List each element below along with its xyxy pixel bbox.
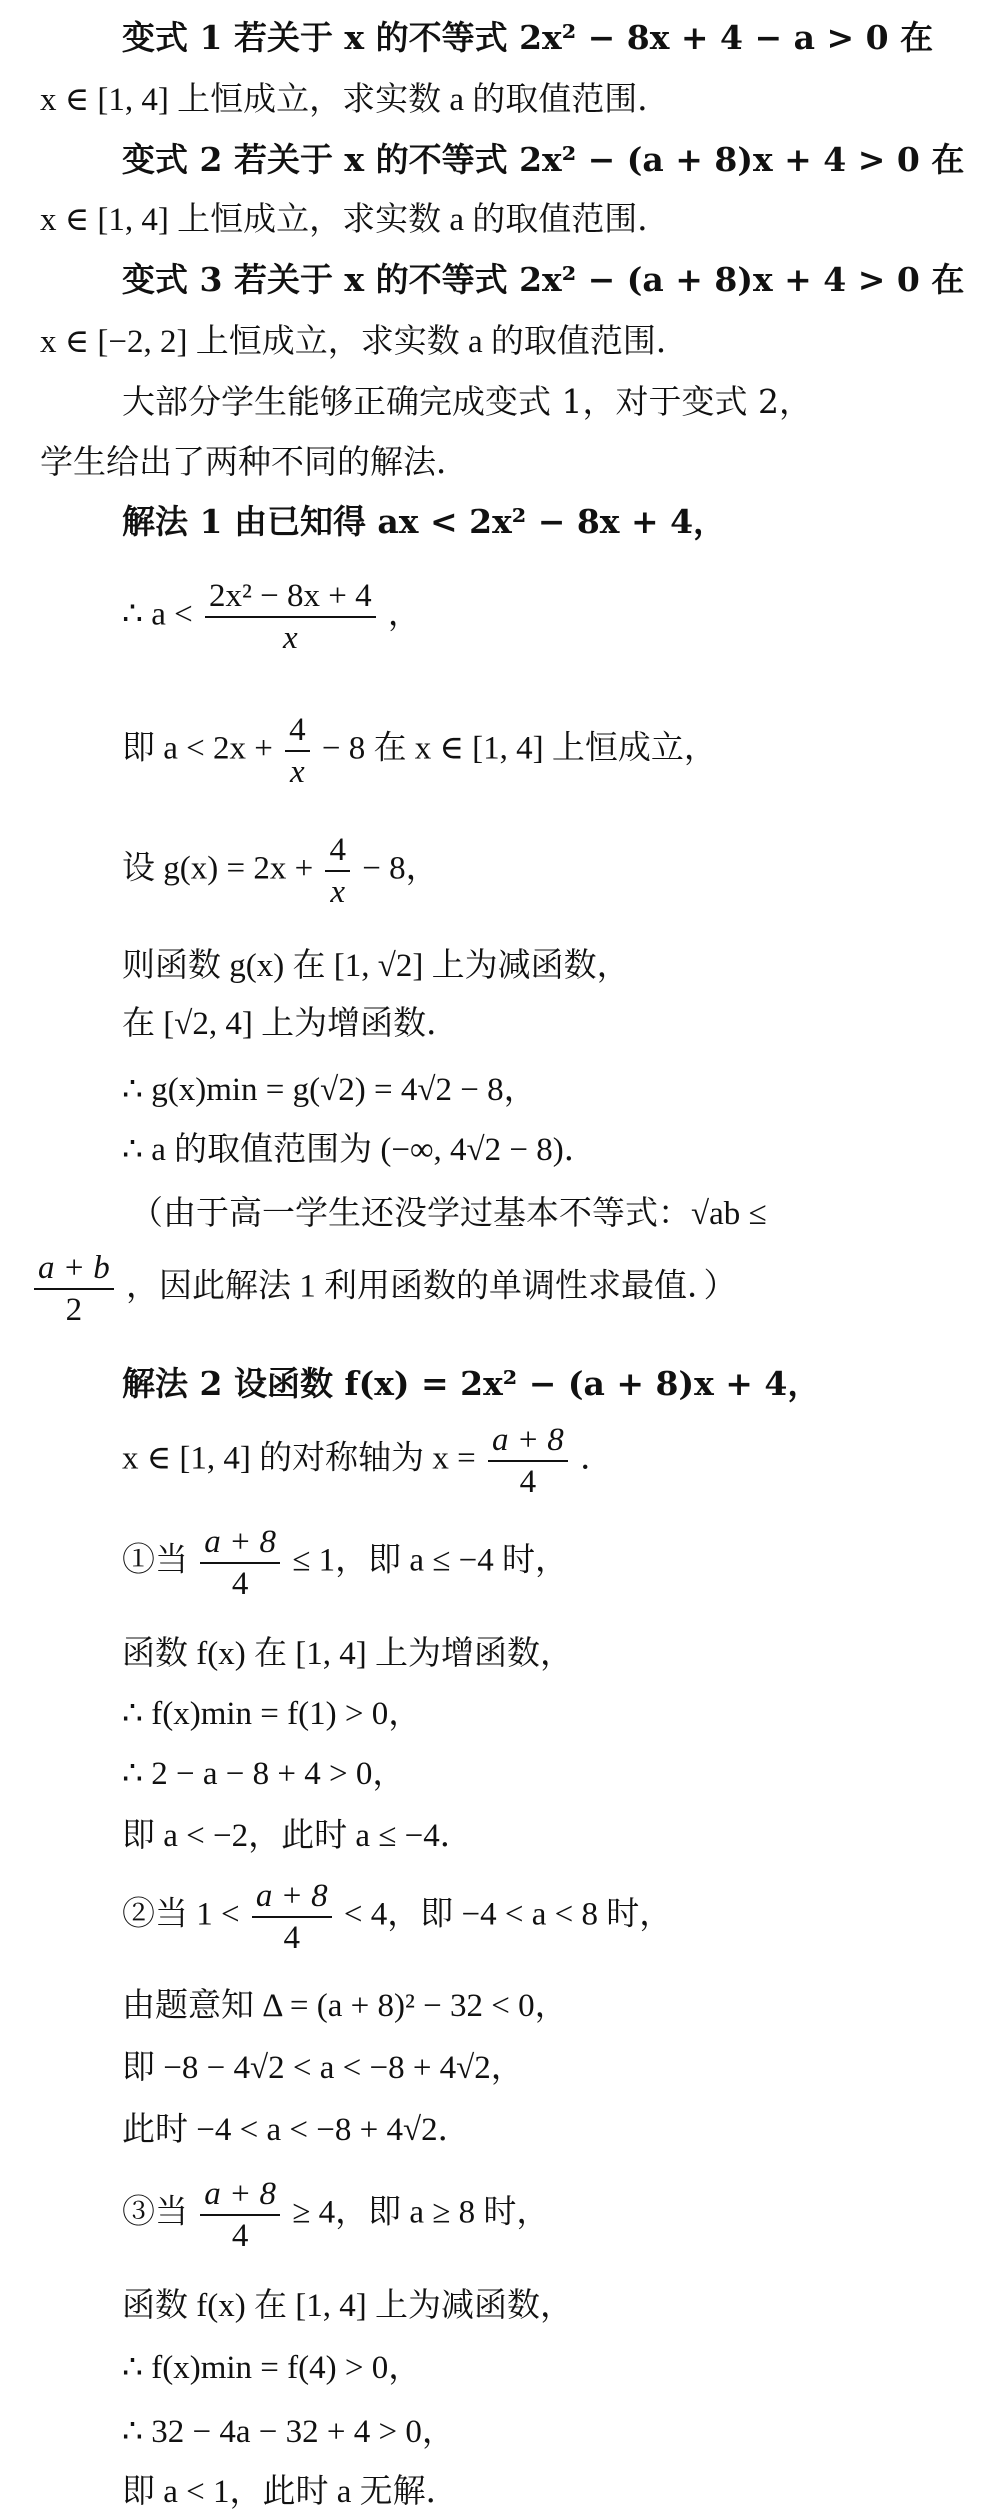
- fraction-4-over-x: [325, 830, 350, 912]
- fraction-denominator: x: [290, 754, 305, 790]
- fraction-a-plus-8-over-4: [200, 1522, 280, 1604]
- method-1-inequality-line: [122, 710, 964, 792]
- fraction-numerator: 2x² − 8x + 4: [205, 576, 376, 618]
- fraction-denominator: 4: [231, 1566, 249, 1602]
- method-1-line: 解法 1 由已知得 ax < 2x² − 8x + 4，: [122, 502, 727, 541]
- g-minimum-line: ∴ g(x)min = g(√2) = 4√2 − 8，: [122, 1072, 537, 1108]
- fraction-4-over-x: [285, 710, 310, 792]
- fraction-numerator: 4: [285, 710, 310, 752]
- g-definition-line: [122, 830, 964, 912]
- variant-1-line-2: x ∈ [1, 4] 上恒成立，求实数 a 的取值范围．: [40, 82, 671, 118]
- case-1-increasing-line: 函数 f(x) 在 [1, 4] 上为增函数，: [122, 1636, 573, 1672]
- axis-suffix: ．: [580, 1440, 614, 1477]
- method-1-range-line: ∴ a 的取值范围为 (−∞, 4√2 − 8)．: [122, 1132, 597, 1168]
- case-3-result-line: 即 a < 1，此时 a 无解．: [122, 2474, 459, 2510]
- case-2-suffix: < 4，即 −4 < a < 8 时，: [343, 1896, 673, 1933]
- note-line-2-text: ，因此解法 1 利用函数的单调性求最值．）: [126, 1268, 737, 1305]
- variant-1-line-1: 变式 1 若关于 x 的不等式 2x² − 8x + 4 − a > 0 在: [122, 18, 934, 57]
- variant-2-line-2: x ∈ [1, 4] 上恒成立，求实数 a 的取值范围．: [40, 202, 671, 238]
- case-3-decreasing-line: 函数 f(x) 在 [1, 4] 上为减函数，: [122, 2288, 573, 2324]
- fraction-numerator: 4: [325, 830, 350, 872]
- case-1-suffix: ≤ 1，即 a ≤ −4 时，: [292, 1542, 569, 1579]
- intro-line-1: 大部分学生能够正确完成变式 1，对于变式 2，: [122, 382, 812, 421]
- case-2-prefix: ②当 1 <: [122, 1896, 240, 1933]
- axis-prefix: x ∈ [1, 4] 的对称轴为 x =: [122, 1440, 476, 1477]
- method-2-line: 解法 2 设函数 f(x) = 2x² − (a + 8)x + 4，: [122, 1364, 821, 1403]
- therefore-a-less: ∴ a <: [122, 596, 193, 633]
- case-3-condition-line: [122, 2174, 964, 2256]
- g-definition-suffix: − 8，: [362, 850, 439, 887]
- axis-of-symmetry-line: [122, 1420, 964, 1502]
- g-decreasing-line: 则函数 g(x) 在 [1, √2] 上为减函数，: [122, 948, 630, 984]
- fraction-a-plus-8-over-4: [200, 2174, 280, 2256]
- case-2-result-line: 此时 −4 < a < −8 + 4√2．: [122, 2112, 471, 2148]
- fraction-denominator: x: [283, 620, 298, 656]
- inequality-suffix: − 8 在 x ∈ [1, 4] 上恒成立，: [321, 730, 717, 767]
- fraction-denominator: 4: [519, 1464, 537, 1500]
- g-definition-prefix: 设 g(x) = 2x +: [122, 850, 314, 887]
- fraction-numerator: a + 8: [252, 1876, 332, 1918]
- case-1-compute-line: ∴ 2 − a − 8 + 4 > 0，: [122, 1756, 406, 1792]
- case-1-result-line: 即 a < −2，此时 a ≤ −4．: [122, 1818, 473, 1854]
- case-2-discriminant-line: 由题意知 Δ = (a + 8)² − 32 < 0，: [122, 1988, 568, 2024]
- case-2-interval-line: 即 −8 − 4√2 < a < −8 + 4√2，: [122, 2050, 524, 2086]
- intro-line-2: 学生给出了两种不同的解法．: [40, 442, 469, 481]
- case-1-minimum-line: ∴ f(x)min = f(1) > 0，: [122, 1696, 422, 1732]
- g-increasing-line: 在 [√2, 4] 上为增函数．: [122, 1006, 460, 1042]
- note-line-2: [30, 1248, 964, 1330]
- comma: ，: [387, 596, 421, 633]
- method-1-fraction-line: [122, 576, 964, 658]
- case-3-compute-line: ∴ 32 − 4a − 32 + 4 > 0，: [122, 2414, 455, 2450]
- fraction-numerator: a + 8: [200, 1522, 280, 1564]
- variant-3-line-1: 变式 3 若关于 x 的不等式 2x² − (a + 8)x + 4 > 0 在: [122, 260, 965, 299]
- fraction-quadratic-over-x: [205, 576, 376, 658]
- fraction-denominator: 4: [283, 1920, 301, 1956]
- case-3-suffix: ≥ 4，即 a ≥ 8 时，: [292, 2194, 550, 2231]
- fraction-numerator: a + 8: [200, 2174, 280, 2216]
- fraction-denominator: 2: [65, 1292, 83, 1328]
- variant-2-line-1: 变式 2 若关于 x 的不等式 2x² − (a + 8)x + 4 > 0 在: [122, 140, 965, 179]
- case-2-condition-line: [122, 1876, 964, 1958]
- variant-3-line-2: x ∈ [−2, 2] 上恒成立，求实数 a 的取值范围．: [40, 324, 689, 360]
- fraction-a-plus-8-over-4: [488, 1420, 568, 1502]
- fraction-numerator: a + 8: [488, 1420, 568, 1462]
- fraction-denominator: 4: [231, 2218, 249, 2254]
- case-1-prefix: ①当: [122, 1542, 188, 1579]
- inequality-prefix: 即 a < 2x +: [122, 730, 273, 767]
- fraction-a-plus-8-over-4: [252, 1876, 332, 1958]
- fraction-a-plus-b-over-2: [34, 1248, 114, 1330]
- case-3-minimum-line: ∴ f(x)min = f(4) > 0，: [122, 2350, 422, 2386]
- case-1-condition-line: [122, 1522, 964, 1604]
- note-line-1: （由于高一学生还没学过基本不等式：√ab ≤: [130, 1196, 767, 1232]
- case-3-prefix: ③当: [122, 2194, 188, 2231]
- fraction-denominator: x: [330, 874, 346, 910]
- fraction-numerator: a + b: [34, 1248, 114, 1290]
